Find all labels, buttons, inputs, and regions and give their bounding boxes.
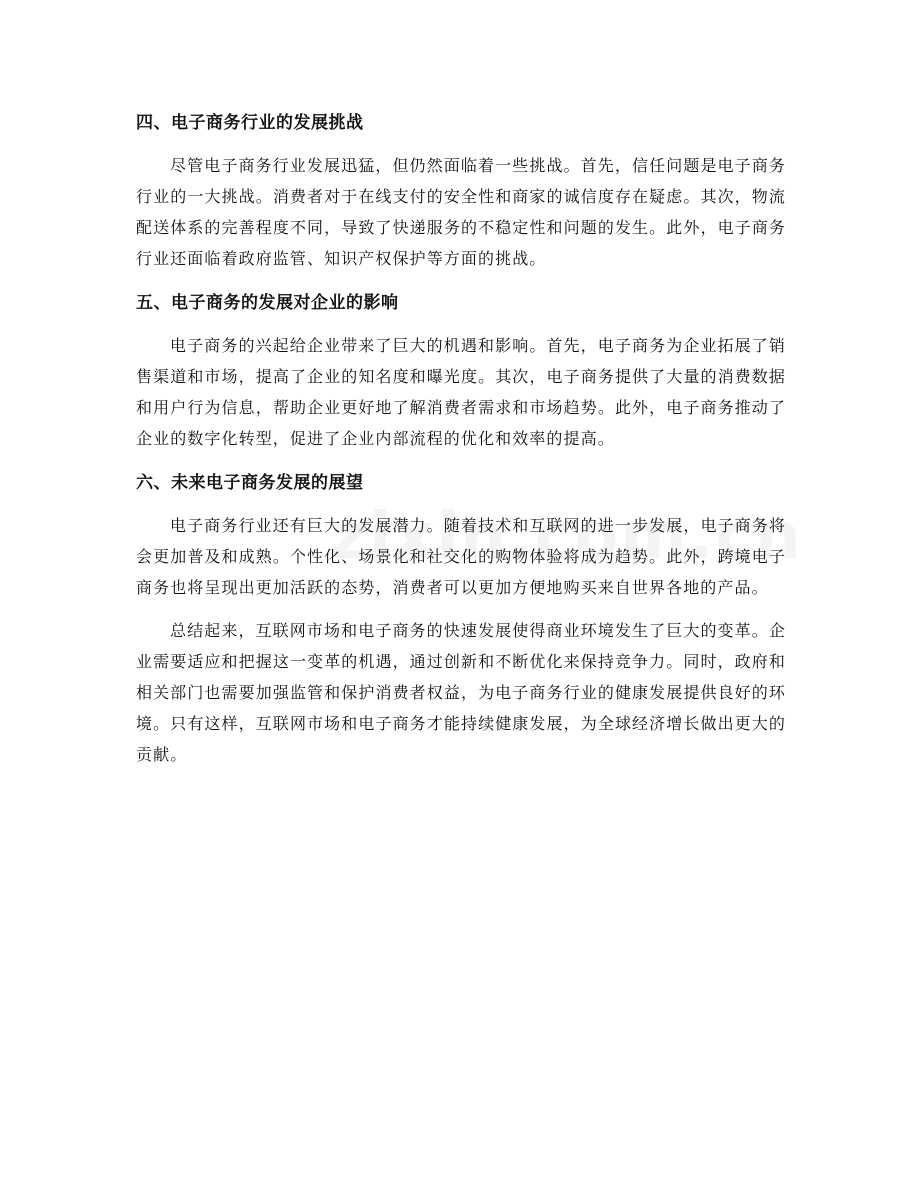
section-heading: 五、电子商务的发展对企业的影响 xyxy=(136,293,399,313)
section-impact xyxy=(136,284,786,454)
paragraph: 电子商务行业还有巨大的发展潜力。随着技术和互联网的进一步发展，电子商务将会更加普及和成熟。个性化、场景化和社交化的购物体验将成为趋势。此外，跨境电子商务也将呈现出更加活跃的态势，消费者可以更加方便地购买来自世界各地的产品。 xyxy=(136,516,786,597)
document-content xyxy=(136,104,786,780)
conclusion-paragraph: 总结起来，互联网市场和电子商务的快速发展使得商业环境发生了巨大的变革。企业需要适应和把握这一变革的机遇，通过创新和不断优化来保持竞争力。同时，政府和相关部门也需要加强监管和保护消费者权益，为电子商务行业的健康发展提供良好的环境。只有这样，互联网市场和电子商务才能持续健康发展，为全球经济增长做出更大的贡献。 xyxy=(136,621,786,764)
section-heading: 四、电子商务行业的发展挑战 xyxy=(136,113,364,133)
section-challenges xyxy=(136,104,786,274)
section-heading: 六、未来电子商务发展的展望 xyxy=(136,473,364,493)
paragraph: 尽管电子商务行业发展迅猛，但仍然面临着一些挑战。首先，信任问题是电子商务行业的一大挑战。消费者对于在线支付的安全性和商家的诚信度存在疑虑。其次，物流配送体系的完善程度不同，导致了快递服务的不稳定性和问题的发生。此外，电子商务行业还面临着政府监管、知识产权保护等方面的挑战。 xyxy=(136,156,786,268)
paragraph: 电子商务的兴起给企业带来了巨大的机遇和影响。首先，电子商务为企业拓展了销售渠道和市场，提高了企业的知名度和曝光度。其次，电子商务提供了大量的消费数据和用户行为信息，帮助企业更好地了解消费者需求和市场趋势。此外，电子商务推动了企业的数字化转型，促进了企业内部流程的优化和效率的提高。 xyxy=(136,336,786,448)
section-outlook xyxy=(136,464,786,770)
